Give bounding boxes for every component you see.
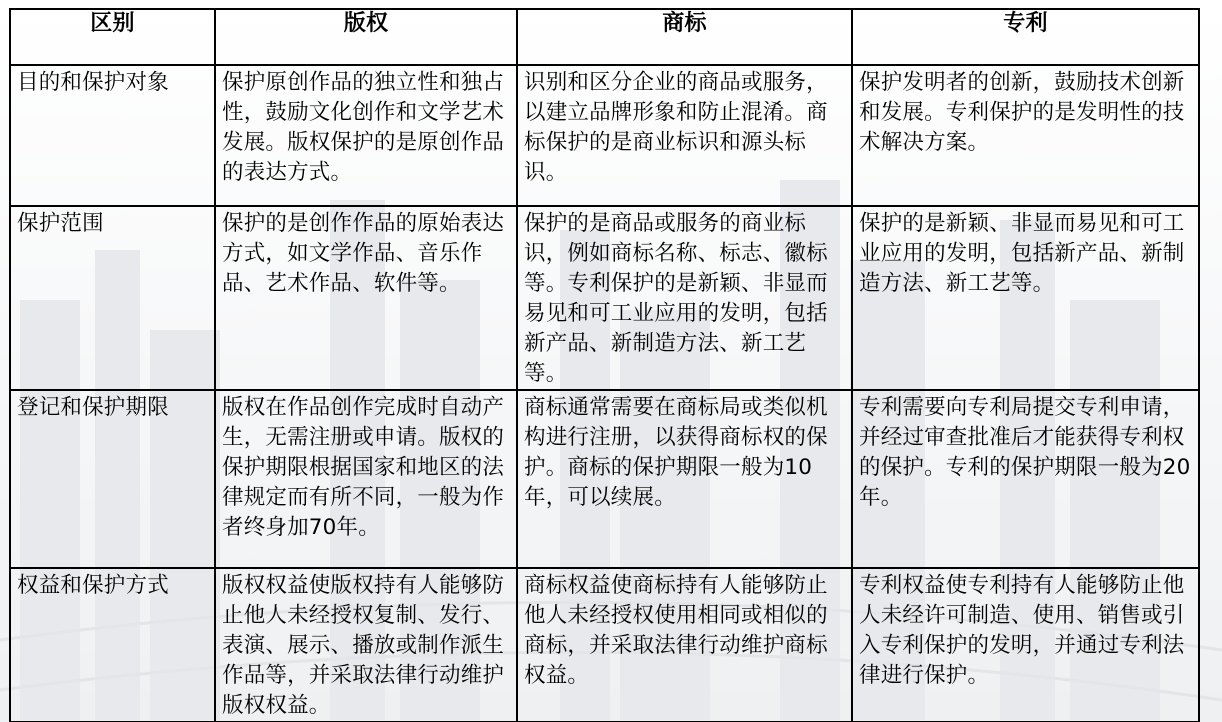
cell-copyright: 保护原创作品的独立性和独占性，鼓励文化创作和文学艺术发展。版权保护的是原创作品的表达方式。	[215, 65, 517, 206]
table-row	[10, 390, 1199, 568]
header-difference: 区别	[10, 9, 215, 65]
cell-copyright: 版权权益使版权持有人能够防止他人未经授权复制、发行、表演、展示、播放或制作派生作品等，并采取法律行动维护版权权益。	[215, 568, 517, 722]
header-trademark: 商标	[517, 9, 852, 65]
row-label: 保护范围	[10, 206, 215, 390]
table-row	[10, 206, 1199, 390]
cell-trademark: 保护的是商品或服务的商业标识，例如商标名称、标志、徽标等。专利保护的是新颖、非显而易见和可工业应用的发明，包括新产品、新制造方法、新工艺等。	[517, 206, 852, 390]
cell-copyright: 保护的是创作作品的原始表达方式，如文学作品、音乐作品、艺术作品、软件等。	[215, 206, 517, 390]
row-label: 目的和保护对象	[10, 65, 215, 206]
cell-patent: 保护的是新颖、非显而易见和可工业应用的发明，包括新产品、新制造方法、新工艺等。	[852, 206, 1199, 390]
cell-patent: 专利权益使专利持有人能够防止他人未经许可制造、使用、销售或引入专利保护的发明，并通过专利法律进行保护。	[852, 568, 1199, 722]
cell-trademark: 识别和区分企业的商品或服务，以建立品牌形象和防止混淆。商标保护的是商业标识和源头标识。	[517, 65, 852, 206]
table-row	[10, 568, 1199, 722]
table-row	[10, 65, 1199, 206]
row-label: 权益和保护方式	[10, 568, 215, 722]
header-patent: 专利	[852, 9, 1199, 65]
comparison-table	[9, 8, 1200, 722]
cell-copyright: 版权在作品创作完成时自动产生，无需注册或申请。版权的保护期限根据国家和地区的法律规定而有所不同，一般为作者终身加70年。	[215, 390, 517, 568]
table-header-row	[10, 9, 1199, 65]
header-copyright: 版权	[215, 9, 517, 65]
cell-trademark: 商标通常需要在商标局或类似机构进行注册，以获得商标权的保护。商标的保护期限一般为10年，可以续展。	[517, 390, 852, 568]
cell-trademark: 商标权益使商标持有人能够防止他人未经授权使用相同或相似的商标，并采取法律行动维护商标权益。	[517, 568, 852, 722]
row-label: 登记和保护期限	[10, 390, 215, 568]
cell-patent: 专利需要向专利局提交专利申请，并经过审查批准后才能获得专利权的保护。专利的保护期限一般为20年。	[852, 390, 1199, 568]
cell-patent: 保护发明者的创新，鼓励技术创新和发展。专利保护的是发明性的技术解决方案。	[852, 65, 1199, 206]
